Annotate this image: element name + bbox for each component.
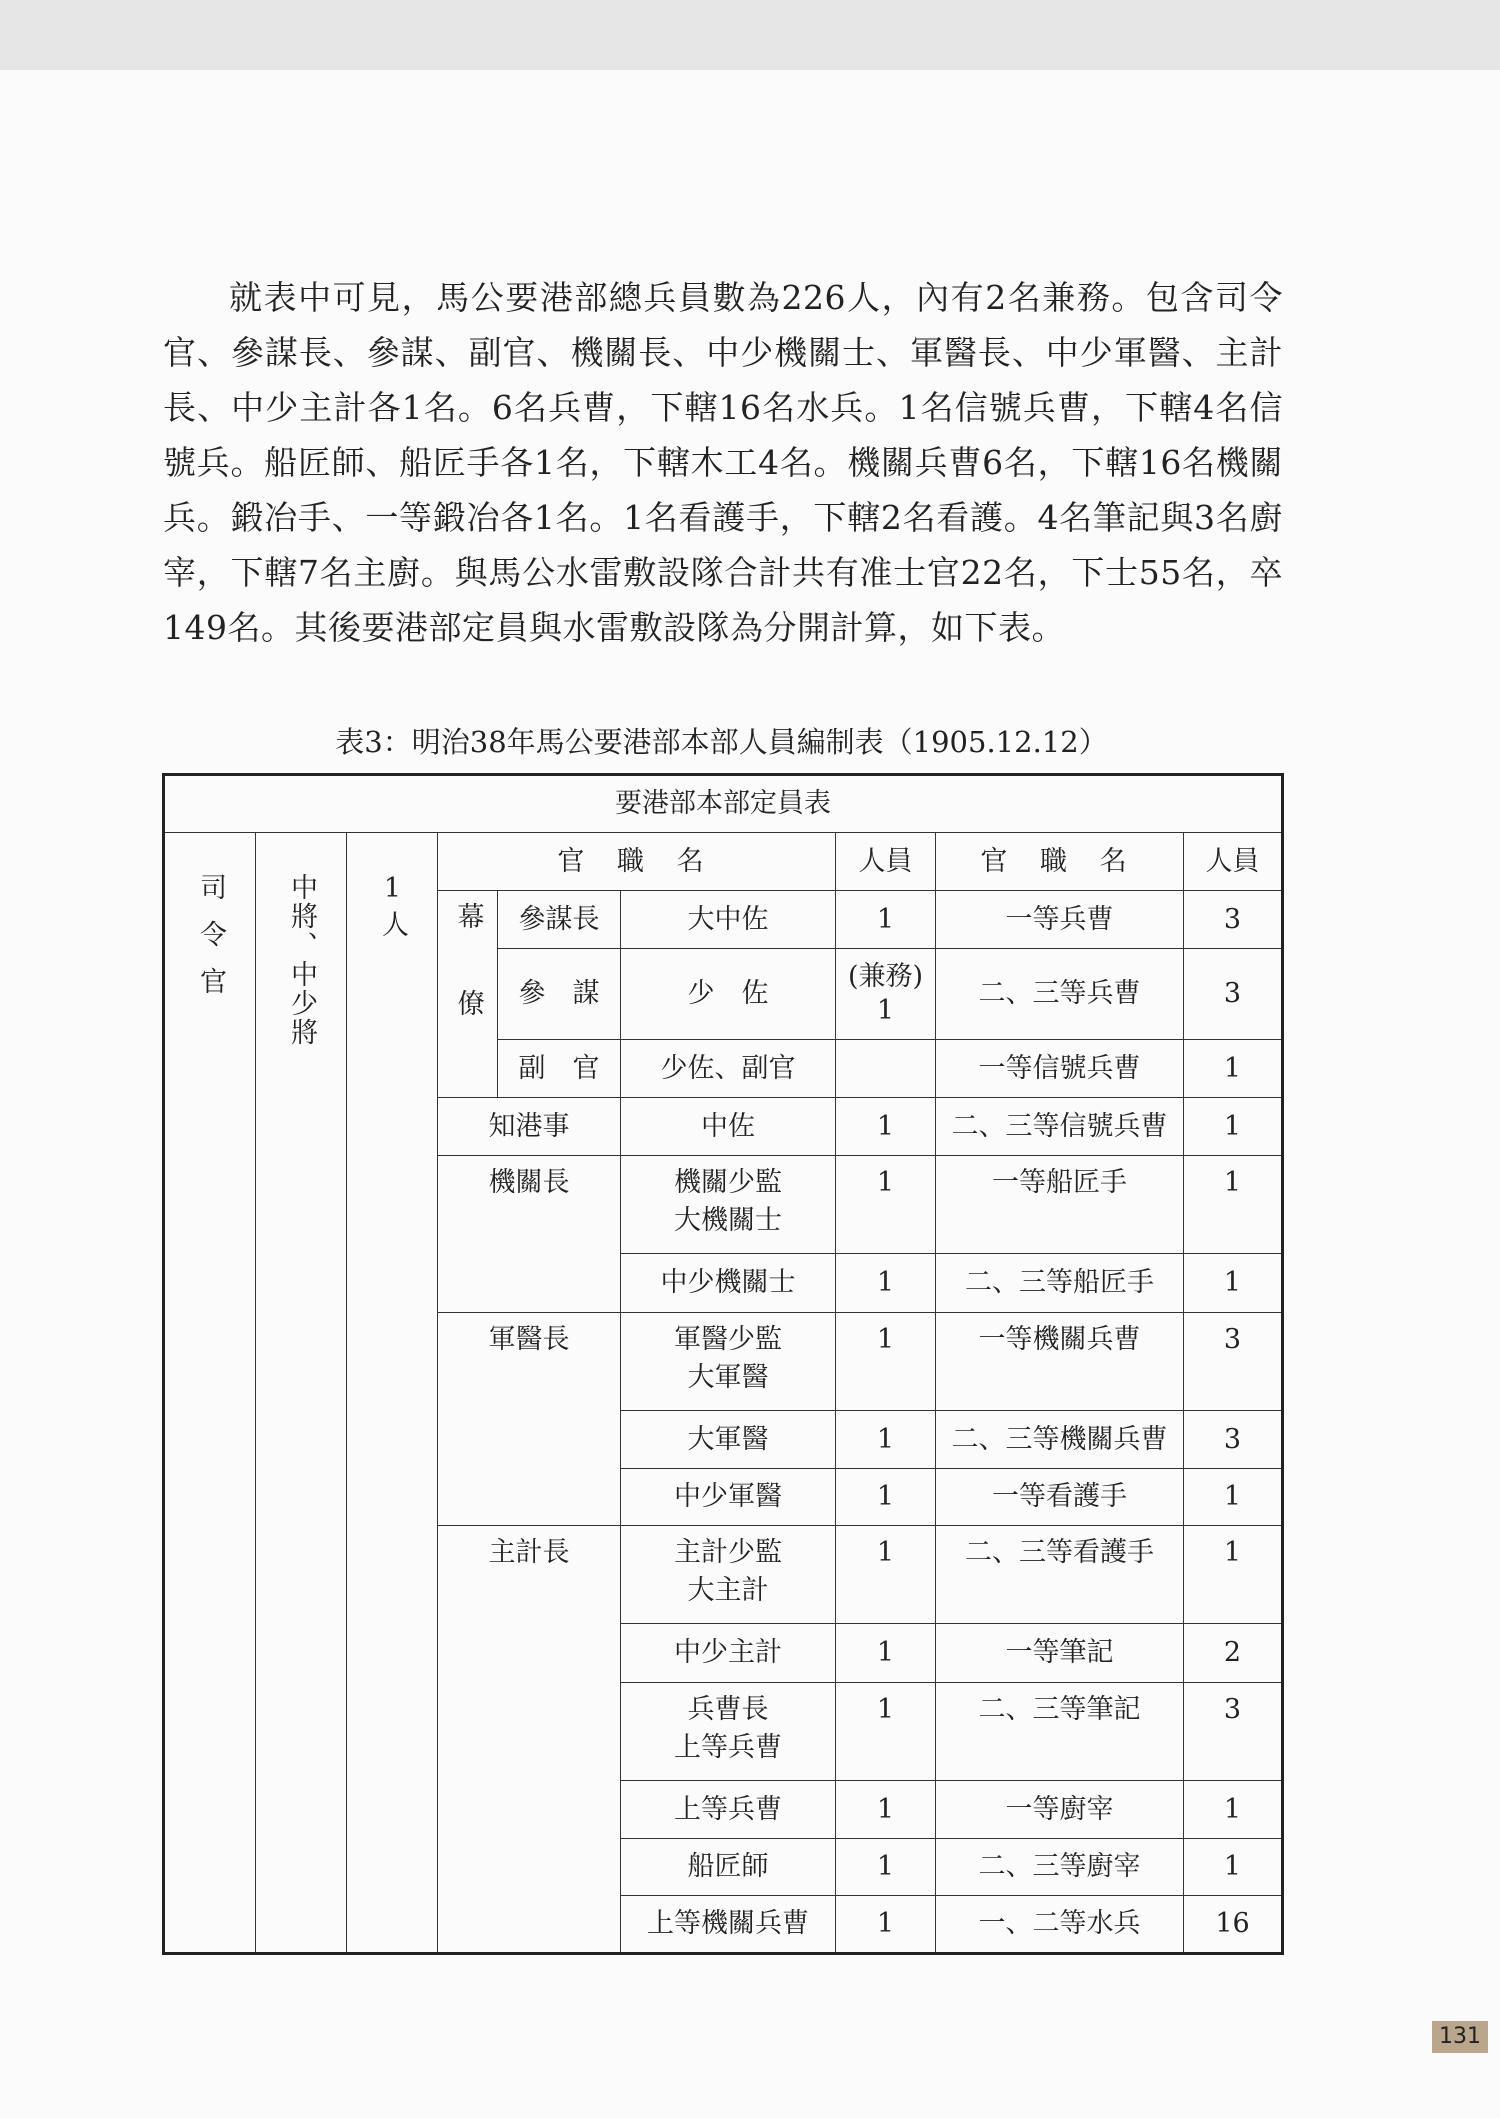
cell-count2: 3 xyxy=(1184,891,1283,949)
cell-count: 1 xyxy=(836,891,936,949)
cell-count: 1 xyxy=(836,1624,936,1683)
cell-count: 1 xyxy=(836,1526,936,1624)
cell-post2: 二、三等廚宰 xyxy=(936,1839,1184,1896)
staff-group-label: 幕僚 xyxy=(452,901,484,1076)
cell-count2: 1 xyxy=(1184,1040,1283,1098)
cell-count: 1 xyxy=(836,1781,936,1839)
cell-rank: 主計少監 大主計 xyxy=(621,1526,836,1624)
cell-count: 1 xyxy=(836,1469,936,1526)
cell-count2: 3 xyxy=(1184,949,1283,1040)
cell-count2: 1 xyxy=(1184,1469,1283,1526)
cell-post2: 一等兵曹 xyxy=(936,891,1184,949)
cell-count: 1 xyxy=(836,1254,936,1313)
staff-group-cell xyxy=(438,891,498,1098)
commander-label: 司令官 xyxy=(195,873,226,1014)
staff-table xyxy=(162,773,1284,1955)
commander-cell xyxy=(164,833,256,1954)
cell-rank: 中少軍醫 xyxy=(621,1469,836,1526)
cell-count2: 1 xyxy=(1184,1839,1283,1896)
cell-count: 1 xyxy=(836,1156,936,1254)
commander-count-label: 1人 xyxy=(377,873,408,943)
cell-count: (兼務) 1 xyxy=(836,949,936,1040)
cell-post2: 二、三等筆記 xyxy=(936,1683,1184,1781)
cell-count2: 3 xyxy=(1184,1411,1283,1469)
cell-post2: 一等筆記 xyxy=(936,1624,1184,1683)
cell-post: 副 官 xyxy=(498,1040,621,1098)
cell-count: 1 xyxy=(836,1313,936,1411)
cell-count xyxy=(836,1040,936,1098)
cell-post2: 二、三等船匠手 xyxy=(936,1254,1184,1313)
cell-rank: 中佐 xyxy=(621,1098,836,1156)
cell-rank: 機關少監 大機關士 xyxy=(621,1156,836,1254)
cell-post2: 一等船匠手 xyxy=(936,1156,1184,1254)
cell-count: 1 xyxy=(836,1839,936,1896)
commander-rank-label: 中將、中少將 xyxy=(286,873,317,1047)
header-post-2: 官 職 名 xyxy=(936,833,1184,891)
scan-top-band xyxy=(0,0,1500,70)
cell-post2: 二、三等兵曹 xyxy=(936,949,1184,1040)
cell-count: 1 xyxy=(836,1683,936,1781)
cell-rank: 上等兵曹 xyxy=(621,1781,836,1839)
cell-rank: 中少主計 xyxy=(621,1624,836,1683)
cell-count: 1 xyxy=(836,1896,936,1954)
table-title: 要港部本部定員表 xyxy=(164,775,1283,833)
cell-post2: 二、三等機關兵曹 xyxy=(936,1411,1184,1469)
cell-count2: 3 xyxy=(1184,1313,1283,1411)
body-paragraph xyxy=(163,270,1283,655)
cell-post2: 一等看護手 xyxy=(936,1469,1184,1526)
cell-rank: 少佐、副官 xyxy=(621,1040,836,1098)
commander-count-cell xyxy=(347,833,438,1954)
cell-post: 主計長 xyxy=(438,1526,621,1954)
cell-rank: 上等機關兵曹 xyxy=(621,1896,836,1954)
page-number: 131 xyxy=(1432,2021,1488,2053)
paragraph-text: 就表中可見，馬公要港部總兵員數為226人，內有2名兼務。包含司令官、參謀長、參謀、副官、機關長、中少機關士、軍醫長、中少軍醫、主計長、中少主計各1名。6名兵曹，下轄16名水兵。1名信號兵曹，下轄4名信號兵。船匠師、船匠手各1名，下轄木工4名。機關兵曹6名，下轄16名機關兵。鍛冶手、一等鍛冶各1名。1名看護手，下轄2名看護。4名筆記與3名廚宰，下轄7名主廚。與馬公水雷敷設隊合計共有准士官22名，下士55名，卒149名。其後要港部定員與水雷敷設隊為分開計算，如下表。 xyxy=(163,278,1283,647)
cell-post2: 一等信號兵曹 xyxy=(936,1040,1184,1098)
cell-post: 參謀長 xyxy=(498,891,621,949)
header-count: 人員 xyxy=(836,833,936,891)
cell-post: 軍醫長 xyxy=(438,1313,621,1526)
cell-count2: 3 xyxy=(1184,1683,1283,1781)
cell-post2: 二、三等信號兵曹 xyxy=(936,1098,1184,1156)
cell-post: 參 謀 xyxy=(498,949,621,1040)
commander-rank-cell xyxy=(256,833,347,1954)
cell-rank: 軍醫少監 大軍醫 xyxy=(621,1313,836,1411)
table-caption: 表3：明治38年馬公要港部本部人員編制表（1905.12.12） xyxy=(335,725,1108,759)
cell-rank: 少 佐 xyxy=(621,949,836,1040)
cell-count: 1 xyxy=(836,1411,936,1469)
cell-count2: 1 xyxy=(1184,1098,1283,1156)
cell-post2: 一等廚宰 xyxy=(936,1781,1184,1839)
header-count-2: 人員 xyxy=(1184,833,1283,891)
cell-rank: 中少機關士 xyxy=(621,1254,836,1313)
cell-rank: 船匠師 xyxy=(621,1839,836,1896)
cell-post2: 一、二等水兵 xyxy=(936,1896,1184,1954)
cell-post2: 二、三等看護手 xyxy=(936,1526,1184,1624)
header-post: 官 職 名 xyxy=(438,833,836,891)
cell-count2: 1 xyxy=(1184,1526,1283,1624)
cell-post: 知港事 xyxy=(438,1098,621,1156)
cell-count2: 1 xyxy=(1184,1254,1283,1313)
cell-rank: 大中佐 xyxy=(621,891,836,949)
cell-rank: 兵曹長 上等兵曹 xyxy=(621,1683,836,1781)
cell-count: 1 xyxy=(836,1098,936,1156)
cell-count2: 16 xyxy=(1184,1896,1283,1954)
cell-post: 機關長 xyxy=(438,1156,621,1313)
cell-post2: 一等機關兵曹 xyxy=(936,1313,1184,1411)
cell-count2: 1 xyxy=(1184,1781,1283,1839)
cell-count2: 1 xyxy=(1184,1156,1283,1254)
cell-rank: 大軍醫 xyxy=(621,1411,836,1469)
cell-count2: 2 xyxy=(1184,1624,1283,1683)
